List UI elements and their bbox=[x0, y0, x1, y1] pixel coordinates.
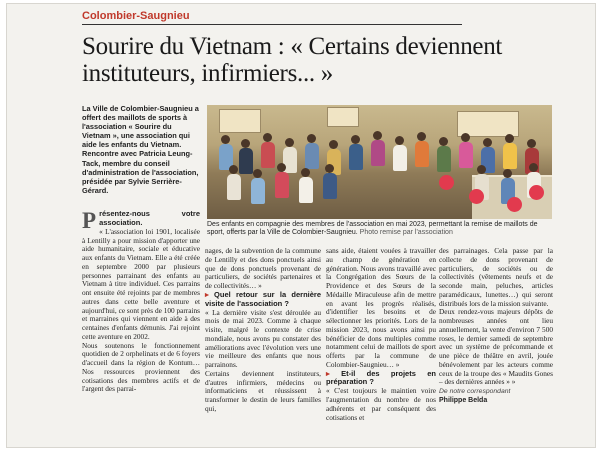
caption-text: Des enfants en compagnie des membres de l'association en mai 2023, permettant la remise de maillots de sport, offerts par la Ville de Colombier-Saugnieu. bbox=[207, 221, 538, 237]
paragraph: sans aide, étaient vouées à travailler au champ de génération en génération. Nous avons travaillé avec la Congrégation des Sœurs de la Providence et des Sœurs de la Médaille Miraculeuse afin de mettre en avant les progrès réalisés, d'identifier les besoins et de sélectionner les priorités. Lors de la mission 2023, nous avons ainsi pu bénéficier de dons multiples comme notamment celui de maillots de sport offerts par la commune de Colombier-Saugnieu… » bbox=[326, 246, 436, 369]
photo-caption bbox=[207, 221, 554, 238]
drop-cap: P bbox=[82, 208, 97, 233]
person bbox=[505, 134, 514, 143]
person bbox=[221, 135, 230, 144]
article-column-2 bbox=[205, 247, 321, 414]
article-column-3 bbox=[326, 247, 436, 422]
article-column-1 bbox=[82, 210, 200, 394]
person bbox=[307, 134, 316, 143]
wall-poster bbox=[327, 107, 359, 127]
red-balloon bbox=[529, 185, 544, 200]
person bbox=[417, 132, 426, 141]
person bbox=[483, 138, 492, 147]
paragraph: des parrainages. Cela passe par la collecte de dons provenant de particuliers, de sociétés ou de collectivités (vêtements neufs et de seconde main, peluches, articles paramédicaux, lunettes…) qui seront distribués lors de la mission suivante. bbox=[439, 246, 553, 308]
paragraph: Certains deviennent instituteurs, d'autres infirmiers, médecins ou informaticiens et réussissent à transformer le destin de leurs familles qui, bbox=[205, 368, 321, 413]
article-intro: La Ville de Colombier-Saugnieu a offert des maillots de sports à l'association « Sourire du Vietnam », une association qui aide les enfants du Vietnam. Rencontre avec Patricia Leung-Tack, membre du conseil d'administration de l'association, présidée par Sylvie Serrière-Gérard. bbox=[82, 104, 199, 195]
wall-poster bbox=[219, 109, 261, 133]
paragraph: « La dernière visite s'est déroulée au mois de mai 2023. Comme à chaque visite, malgré le contexte de crise mondiale, nous avons pu constater des améliorations avec l'évolution vers une vie meilleure des enfants que nous parrainons. bbox=[205, 307, 321, 370]
person bbox=[373, 131, 382, 140]
person bbox=[461, 133, 470, 142]
paragraph: Deux rendez-vous majeurs dépôts de nombreuses années ont lieu annuellement, la vente d'environ 7 500 roses, le dernier samedi de septembre avec un système de précommande et une pièce de théâtre en avril, jouée bénévolement par les acteurs comme ceux de la troupe des « Maudits Gones – des dernières années » » bbox=[439, 307, 553, 387]
question-2: ▸ Quel retour sur la dernière visite de l'association ? bbox=[205, 291, 321, 309]
article-headline: Sourire du Vietnam : « Certains deviennent instituteurs, infirmiers... » bbox=[82, 33, 503, 87]
red-balloon bbox=[469, 189, 484, 204]
article-column-4 bbox=[439, 247, 553, 406]
person bbox=[285, 138, 294, 147]
child bbox=[253, 169, 262, 178]
photo-credit: Photo remise par l'association bbox=[359, 229, 453, 237]
paragraph: nages, de la subvention de la commune de Lentilly et des dons ponctuels ainsi que de dons ponctuels provenant de particuliers, de sociétés partenaires et de collectivités… » bbox=[205, 246, 321, 290]
child bbox=[301, 168, 310, 177]
newspaper-clipping bbox=[6, 3, 596, 448]
child bbox=[477, 165, 486, 174]
child bbox=[229, 165, 238, 174]
person bbox=[263, 133, 272, 142]
person bbox=[351, 135, 360, 144]
child bbox=[529, 163, 538, 172]
person bbox=[439, 137, 448, 146]
person bbox=[395, 136, 404, 145]
group-photo bbox=[207, 105, 552, 219]
question-3: ▸ Et-il des projets en préparation ? bbox=[326, 370, 436, 388]
child bbox=[503, 169, 512, 178]
section-kicker: Colombier-Saugnieu bbox=[82, 10, 462, 25]
paragraph: « C'est toujours le maintien voire l'augmentation du nombre de nos adhérents et par conséquent des cotisations et bbox=[326, 386, 436, 422]
question-1: Présentez-nous votre association. bbox=[82, 208, 200, 233]
child bbox=[277, 163, 286, 172]
child bbox=[325, 164, 334, 173]
red-balloon bbox=[439, 175, 454, 190]
paragraph: « L'association loi 1901, localisée à Lentilly a pour mission d'apporter une aide humanitaire, sociale et éducative aux enfants du Vietnam. Elle a été créée en septembre 2000 par plusieurs personnes parrainant des enfants au Vietnam à titre individuel. Ces parrains ont ensuite été rejoints par de membres autres dans cette belle aventure et aujourd'hui, ce sont près de 100 parrains et marraines qui viennent en aide à des centaines d'enfants démunis. J'ai rejoint cette aventure en 2002. bbox=[82, 226, 200, 341]
author-name: Philippe Belda bbox=[439, 396, 488, 404]
person bbox=[527, 139, 536, 148]
person bbox=[241, 139, 250, 148]
person bbox=[329, 140, 338, 149]
red-balloon bbox=[507, 197, 522, 212]
paragraph: Nous soutenons le fonctionnement quotidien de 2 orphelinats et de 6 foyers d'accueil dans la région de Kontum… Nos ressources proviennent des cotisations des membres actifs et de l'argent des parrai- bbox=[82, 340, 200, 394]
byline: De notre correspondant bbox=[439, 388, 511, 395]
